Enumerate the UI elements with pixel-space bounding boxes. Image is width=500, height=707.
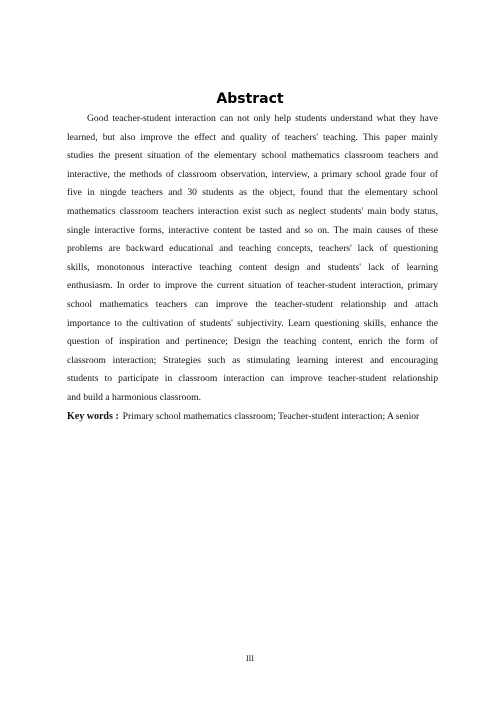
abstract-line: importance to the cultivation of students' subjectivity. Learn questioning skills, enhance the [67, 317, 438, 329]
abstract-line: five in ningde teachers and 30 students as the object, found that the elementary school [67, 187, 438, 199]
abstract-line: problems are backward educational and teaching concepts, teachers' lack of questioning [67, 243, 438, 255]
abstract-line: and build a harmonious classroom. [67, 392, 202, 403]
abstract-title: Abstract [216, 91, 284, 107]
page-number: III [246, 654, 254, 663]
abstract-line: school mathematics teachers can improve the teacher-student relationship and attach [67, 299, 438, 310]
keywords-text: Primary school mathematics classroom; Teacher-student interaction; A senior [122, 410, 420, 422]
abstract-line: students to participate in classroom interaction can improve teacher-student relationship [67, 373, 438, 385]
abstract-line: classroom interaction; Strategies such as stimulating learning interest and encouraging [67, 354, 438, 366]
abstract-line: studies the present situation of the elementary school mathematics classroom teachers and [67, 150, 438, 162]
abstract-line: question of inspiration and pertinence; Design the teaching content, enrich the form of [67, 336, 438, 348]
abstract-line: Good teacher-student interaction can not only help students understand what they have [87, 113, 438, 124]
abstract-line: interactive, the methods of classroom observation, interview, a primary school grade four of [67, 168, 438, 180]
abstract-line: mathematics classroom teachers interaction exist such as neglect students' main body status, [67, 206, 438, 217]
keywords-line [67, 407, 438, 427]
abstract-line: single interactive forms, interactive content be tasted and so on. The main causes of these [67, 224, 438, 236]
keywords-label: Key words : [67, 410, 119, 422]
abstract-line: enthusiasm. In order to improve the current situation of teacher-student interaction, primary [67, 280, 438, 292]
abstract-line: learned, but also improve the effect and quality of teachers' teaching. This paper mainly [67, 131, 438, 143]
abstract-line: skills, monotonous interactive teaching content design and students' lack of learning [67, 261, 438, 273]
